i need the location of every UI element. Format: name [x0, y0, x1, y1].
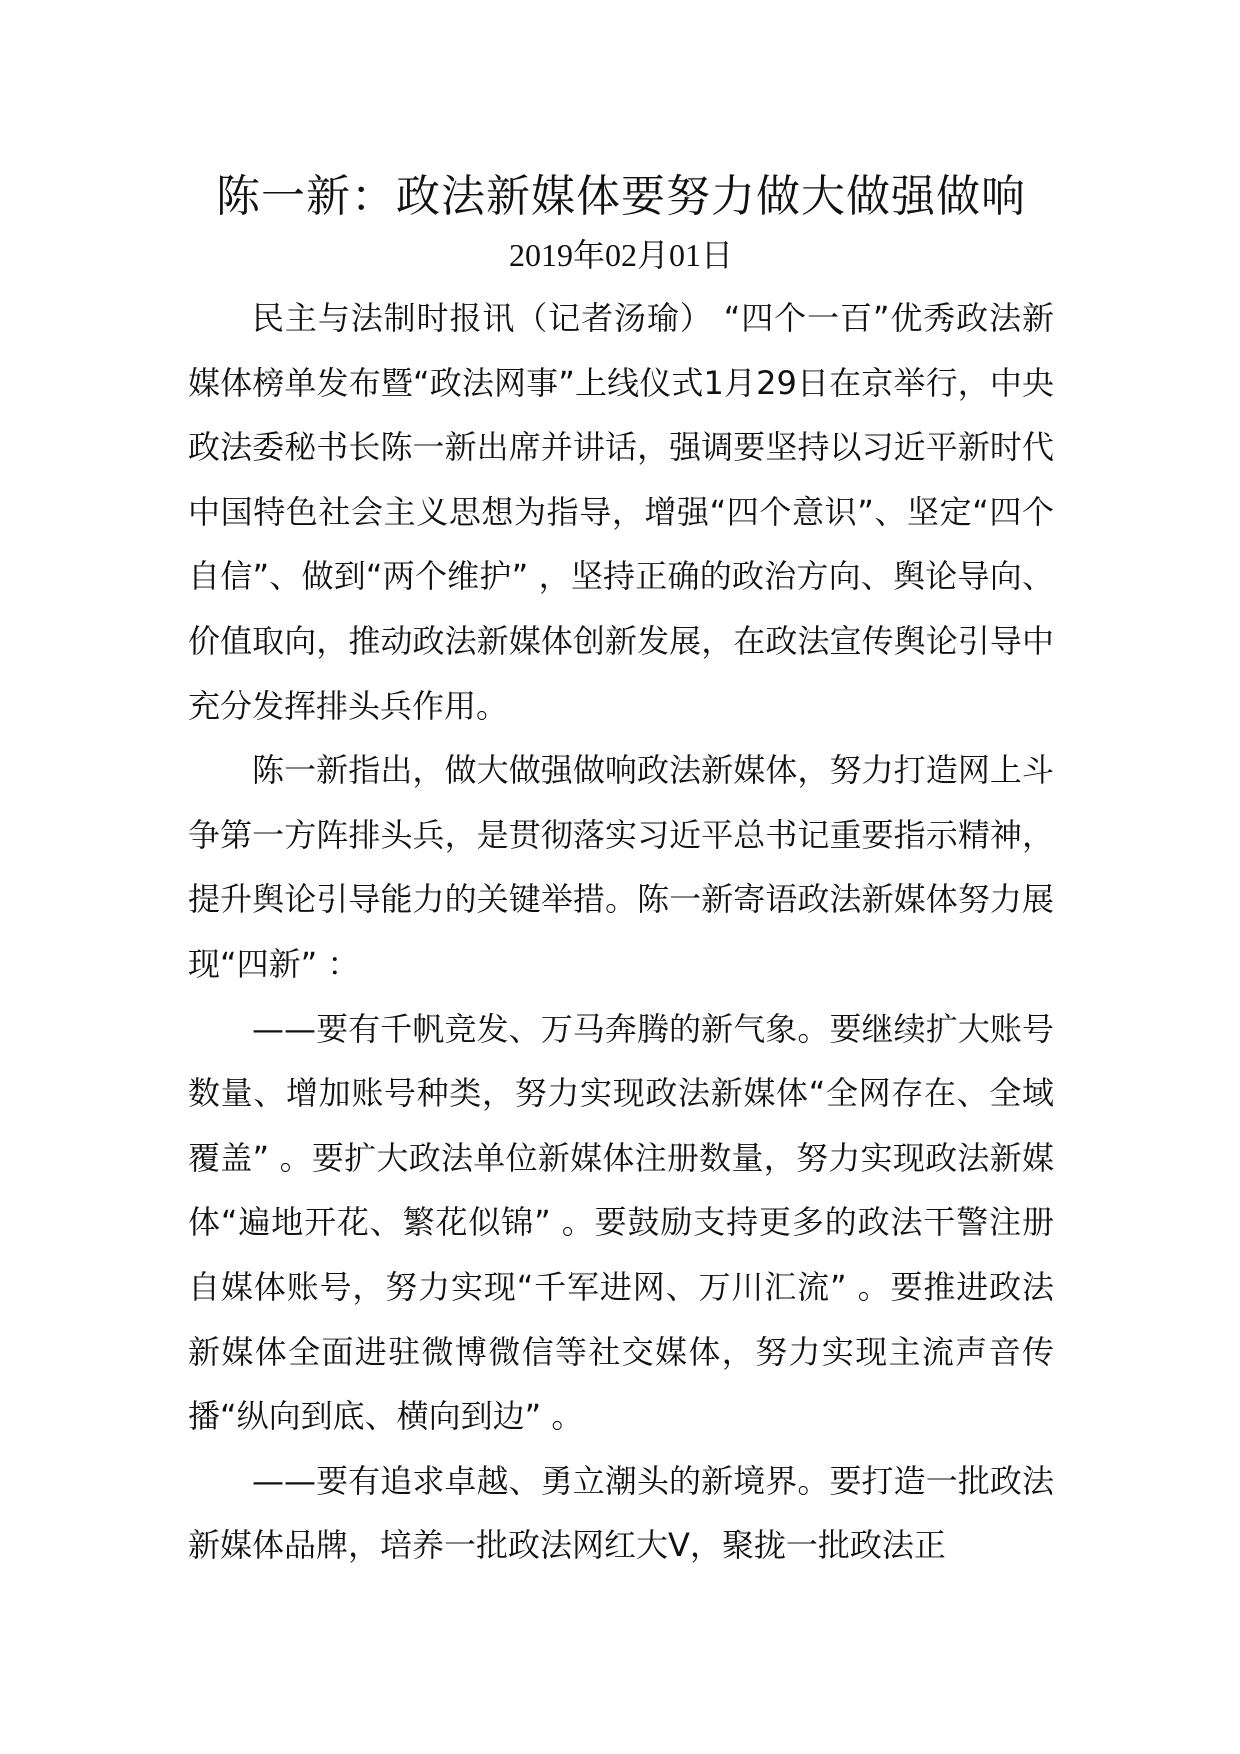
article-body — [188, 286, 1054, 1578]
article-paragraph: ——要有追求卓越、勇立潮头的新境界。要打造一批政法新媒体品牌，培养一批政法网红大V，聚拢一批政法正 — [188, 1461, 1054, 1565]
article-paragraph: 陈一新指出，做大做强做响政法新媒体，努力打造网上斗争第一方阵排头兵，是贯彻落实习近平总书记重要指示精神，提升舆论引导能力的关键举措。陈一新寄语政法新媒体努力展现“四新” ： — [188, 751, 1054, 983]
document-page — [188, 166, 1054, 1578]
article-title: 陈一新：政法新媒体要努力做大做强做响 — [216, 171, 1026, 222]
article-paragraph: ——要有千帆竞发、万马奔腾的新气象。要继续扩大账号数量、增加账号种类，努力实现政法新媒体“全网存在、全域覆盖” 。要扩大政法单位新媒体注册数量，努力实现政法新媒体“遍地开花、繁花似锦” 。要鼓励支持更多的政法干警注册自媒体账号，努力实现“千军进网、万川汇流” 。要推进政法新媒体全面进驻微博微信等社交媒体，努力实现主流声音传播“纵向到底、横向到边” 。 — [188, 1009, 1054, 1436]
article-date: 2019年02月01日 — [508, 237, 733, 273]
article-paragraph: 民主与法制时报讯（记者汤瑜） “四个一百”优秀政法新媒体榜单发布暨“政法网事”上线仪式1月29日在京举行，中央政法委秘书长陈一新出席并讲话，强调要坚持以习近平新时代中国特色社会主义思想为指导，增强“四个意识”、坚定“四个自信”、做到“两个维护” ，坚持正确的政治方向、舆论导向、价值取向，推动政法新媒体创新发展，在政法宣传舆论引导中充分发挥排头兵作用。 — [188, 299, 1054, 725]
